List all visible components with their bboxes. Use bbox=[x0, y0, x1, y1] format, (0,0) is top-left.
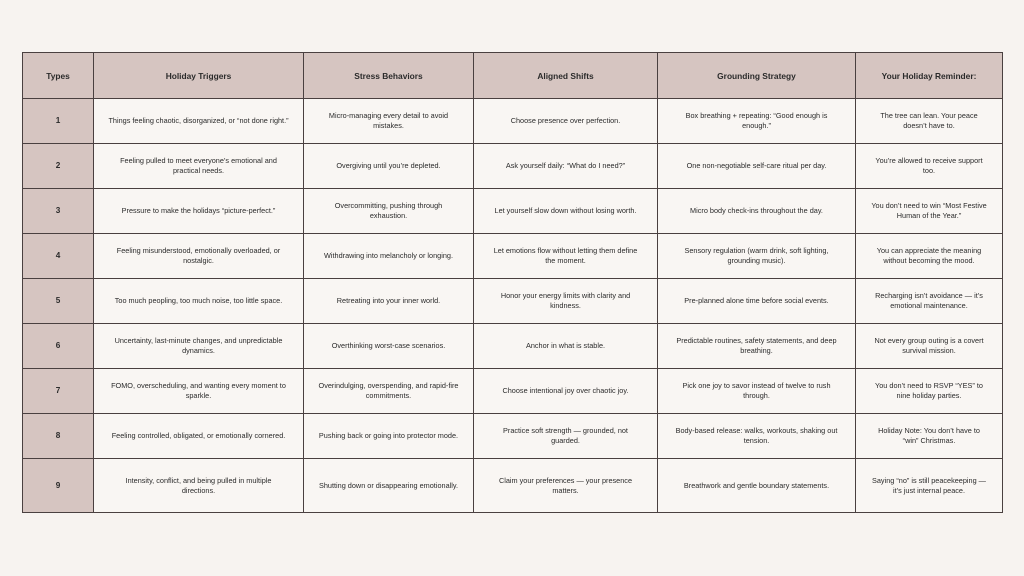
trigger-cell: Things feeling chaotic, disorganized, or “not done right.” bbox=[94, 99, 304, 144]
stress-cell: Pushing back or going into protector mode. bbox=[304, 414, 474, 459]
type-cell: 7 bbox=[23, 369, 94, 414]
table-row bbox=[23, 414, 1003, 459]
shift-cell: Honor your energy limits with clarity and kindness. bbox=[474, 279, 658, 324]
reminder-cell: You don’t need to RSVP “YES” to nine holiday parties. bbox=[856, 369, 1003, 414]
reminder-cell: Not every group outing is a covert survival mission. bbox=[856, 324, 1003, 369]
table-row bbox=[23, 369, 1003, 414]
stress-cell: Overthinking worst-case scenarios. bbox=[304, 324, 474, 369]
grounding-cell: Body-based release: walks, workouts, shaking out tension. bbox=[658, 414, 856, 459]
type-cell: 1 bbox=[23, 99, 94, 144]
grounding-cell: Micro body check-ins throughout the day. bbox=[658, 189, 856, 234]
table-row bbox=[23, 189, 1003, 234]
trigger-cell: Feeling misunderstood, emotionally overloaded, or nostalgic. bbox=[94, 234, 304, 279]
type-cell: 3 bbox=[23, 189, 94, 234]
header-stress-behaviors: Stress Behaviors bbox=[304, 53, 474, 99]
stress-cell: Shutting down or disappearing emotionally. bbox=[304, 459, 474, 513]
header-types: Types bbox=[23, 53, 94, 99]
reminder-cell: You can appreciate the meaning without becoming the mood. bbox=[856, 234, 1003, 279]
stress-cell: Overgiving until you’re depleted. bbox=[304, 144, 474, 189]
table-row bbox=[23, 99, 1003, 144]
shift-cell: Ask yourself daily: “What do I need?” bbox=[474, 144, 658, 189]
table-header-row bbox=[23, 53, 1003, 99]
stress-cell: Micro-managing every detail to avoid mistakes. bbox=[304, 99, 474, 144]
stress-cell: Overcommitting, pushing through exhaustion. bbox=[304, 189, 474, 234]
reminder-cell: Saying “no” is still peacekeeping — it’s just internal peace. bbox=[856, 459, 1003, 513]
header-holiday-triggers: Holiday Triggers bbox=[94, 53, 304, 99]
reminder-cell: Holiday Note: You don’t have to “win” Christmas. bbox=[856, 414, 1003, 459]
grounding-cell: Predictable routines, safety statements, and deep breathing. bbox=[658, 324, 856, 369]
header-aligned-shifts: Aligned Shifts bbox=[474, 53, 658, 99]
table-row bbox=[23, 234, 1003, 279]
type-cell: 6 bbox=[23, 324, 94, 369]
trigger-cell: Feeling controlled, obligated, or emotionally cornered. bbox=[94, 414, 304, 459]
holiday-table-container bbox=[22, 52, 1002, 513]
table-row bbox=[23, 459, 1003, 513]
grounding-cell: Sensory regulation (warm drink, soft lighting, grounding music). bbox=[658, 234, 856, 279]
table-row bbox=[23, 324, 1003, 369]
grounding-cell: Pick one joy to savor instead of twelve to rush through. bbox=[658, 369, 856, 414]
grounding-cell: One non-negotiable self-care ritual per day. bbox=[658, 144, 856, 189]
type-cell: 2 bbox=[23, 144, 94, 189]
shift-cell: Choose intentional joy over chaotic joy. bbox=[474, 369, 658, 414]
enneagram-holiday-table bbox=[22, 52, 1003, 513]
trigger-cell: Too much peopling, too much noise, too little space. bbox=[94, 279, 304, 324]
header-holiday-reminder: Your Holiday Reminder: bbox=[856, 53, 1003, 99]
shift-cell: Choose presence over perfection. bbox=[474, 99, 658, 144]
type-cell: 8 bbox=[23, 414, 94, 459]
type-cell: 4 bbox=[23, 234, 94, 279]
shift-cell: Claim your preferences — your presence matters. bbox=[474, 459, 658, 513]
grounding-cell: Pre-planned alone time before social events. bbox=[658, 279, 856, 324]
type-cell: 5 bbox=[23, 279, 94, 324]
reminder-cell: The tree can lean. Your peace doesn’t have to. bbox=[856, 99, 1003, 144]
trigger-cell: Pressure to make the holidays “picture-perfect.” bbox=[94, 189, 304, 234]
grounding-cell: Breathwork and gentle boundary statements. bbox=[658, 459, 856, 513]
stress-cell: Retreating into your inner world. bbox=[304, 279, 474, 324]
reminder-cell: Recharging isn’t avoidance — it’s emotional maintenance. bbox=[856, 279, 1003, 324]
reminder-cell: You’re allowed to receive support too. bbox=[856, 144, 1003, 189]
header-grounding-strategy: Grounding Strategy bbox=[658, 53, 856, 99]
stress-cell: Overindulging, overspending, and rapid-fire commitments. bbox=[304, 369, 474, 414]
shift-cell: Let emotions flow without letting them define the moment. bbox=[474, 234, 658, 279]
trigger-cell: Feeling pulled to meet everyone’s emotional and practical needs. bbox=[94, 144, 304, 189]
shift-cell: Let yourself slow down without losing worth. bbox=[474, 189, 658, 234]
type-cell: 9 bbox=[23, 459, 94, 513]
reminder-cell: You don’t need to win “Most Festive Human of the Year.” bbox=[856, 189, 1003, 234]
shift-cell: Anchor in what is stable. bbox=[474, 324, 658, 369]
grounding-cell: Box breathing + repeating: “Good enough is enough.” bbox=[658, 99, 856, 144]
trigger-cell: FOMO, overscheduling, and wanting every moment to sparkle. bbox=[94, 369, 304, 414]
stress-cell: Withdrawing into melancholy or longing. bbox=[304, 234, 474, 279]
table-row bbox=[23, 279, 1003, 324]
shift-cell: Practice soft strength — grounded, not guarded. bbox=[474, 414, 658, 459]
trigger-cell: Intensity, conflict, and being pulled in multiple directions. bbox=[94, 459, 304, 513]
table-row bbox=[23, 144, 1003, 189]
trigger-cell: Uncertainty, last-minute changes, and unpredictable dynamics. bbox=[94, 324, 304, 369]
